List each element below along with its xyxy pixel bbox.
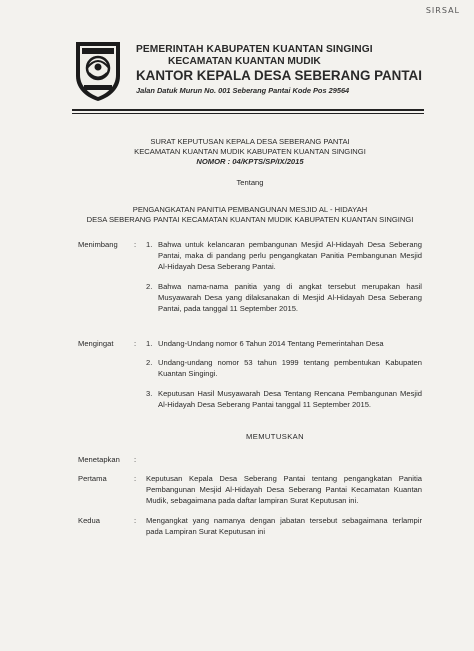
letterhead-office: KANTOR KEPALA DESA SEBERANG PANTAI [136, 68, 422, 84]
decree-title-line1: SURAT KEPUTUSAN KEPALA DESA SEBERANG PANTAI [150, 137, 350, 146]
memutuskan-heading: MEMUTUSKAN [246, 432, 305, 441]
decree-subject-line2: DESA SEBERANG PANTAI KECAMATAN KUANTAN MUDIK KABUPATEN KUANTAN SINGINGI [86, 215, 414, 225]
mengingat-item-1: Undang-Undang nomor 6 Tahun 2014 Tentang Pemerintahan Desa [158, 339, 384, 348]
pertama-label: Pertama [78, 474, 107, 483]
menimbang-item-1: Bahwa untuk kelancaran pembangunan Mesjid Al-Hidayah Desa Seberang Pantai, maka di pandang perlu pengangkatan Panitia Pembangunan Mesjid Al-Hidayah Desa Seberang Pantai. [158, 240, 422, 271]
kedua-text: Mengangkat yang namanya dengan jabatan tersebut sebagaimana terlampir pada Lampiran Surat Keputusan ini [146, 516, 422, 536]
mengingat-label: Mengingat [78, 339, 114, 348]
letterhead-government: PEMERINTAH KABUPATEN KUANTAN SINGINGI [136, 44, 373, 55]
mengingat-item-3: Keputusan Hasil Musyawarah Desa Tentang Rencana Pembangunan Mesjid Al-Hidayah Desa Seberang Pantai tanggal 11 September 2015. [158, 389, 422, 409]
mengingat-item-3-number: 3. [146, 389, 153, 398]
menimbang-colon: : [134, 240, 137, 249]
letterhead-rule-thick [72, 109, 424, 111]
mengingat-item-2: Undang-undang nomor 53 tahun 1999 tentang pembentukan Kabupaten Kuantan Singingi. [158, 358, 422, 378]
letterhead-rule-thin [72, 113, 424, 114]
menimbang-label: Menimbang [78, 240, 118, 249]
letterhead-address: Jalan Datuk Murun No. 001 Seberang Pantai Kode Pos 29564 [136, 85, 350, 95]
decree-subject-line1: PENGANGKATAN PANITIA PEMBANGUNAN MESJID AL - HIDAYAH [132, 205, 368, 214]
menimbang-item-2-number: 2. [146, 282, 153, 291]
decree-subject [60, 205, 440, 225]
menimbang-item-2: Bahwa nama-nama panitia yang di angkat tersebut merupakan hasil Musyawarah Desa yang dilaksanakan di Mesjid Al-Hidayah Desa Seberang Pantai, pada tanggal 11 September 2015. [158, 282, 422, 313]
decree-title-line2: KECAMATAN KUANTAN MUDIK KABUPATEN KUANTAN SINGINGI [134, 147, 366, 157]
mengingat-item-2-number: 2. [146, 358, 153, 367]
menetapkan-colon: : [134, 455, 137, 464]
menimbang-item-1-number: 1. [146, 240, 153, 249]
letterhead-district: KECAMATAN KUANTAN MUDIK [168, 55, 321, 67]
pertama-colon: : [134, 474, 137, 483]
mengingat-colon: : [134, 339, 137, 348]
pertama-text: Keputusan Kepala Desa Seberang Pantai tentang pengangkatan Panitia Pembangunan Mesjid Al-Hidayah Desa Seberang Pantai Kecamatan Kuantan Mudik, sebagaimana pada daftar lampiran Surat Keputusan ini. [146, 474, 422, 505]
mengingat-item-1-number: 1. [146, 339, 153, 348]
menetapkan-label: Menetapkan [78, 455, 120, 464]
letterhead [136, 44, 456, 95]
decree-number: NOMOR : 04/KPTS/SP/IX/2015 [196, 157, 304, 167]
kedua-label: Kedua [78, 516, 100, 525]
kedua-colon: : [134, 516, 137, 525]
about-heading: Tentang [236, 178, 264, 187]
corner-note: SIRSAL [425, 6, 460, 15]
regency-emblem-icon [72, 40, 124, 102]
decree-heading [60, 137, 440, 167]
